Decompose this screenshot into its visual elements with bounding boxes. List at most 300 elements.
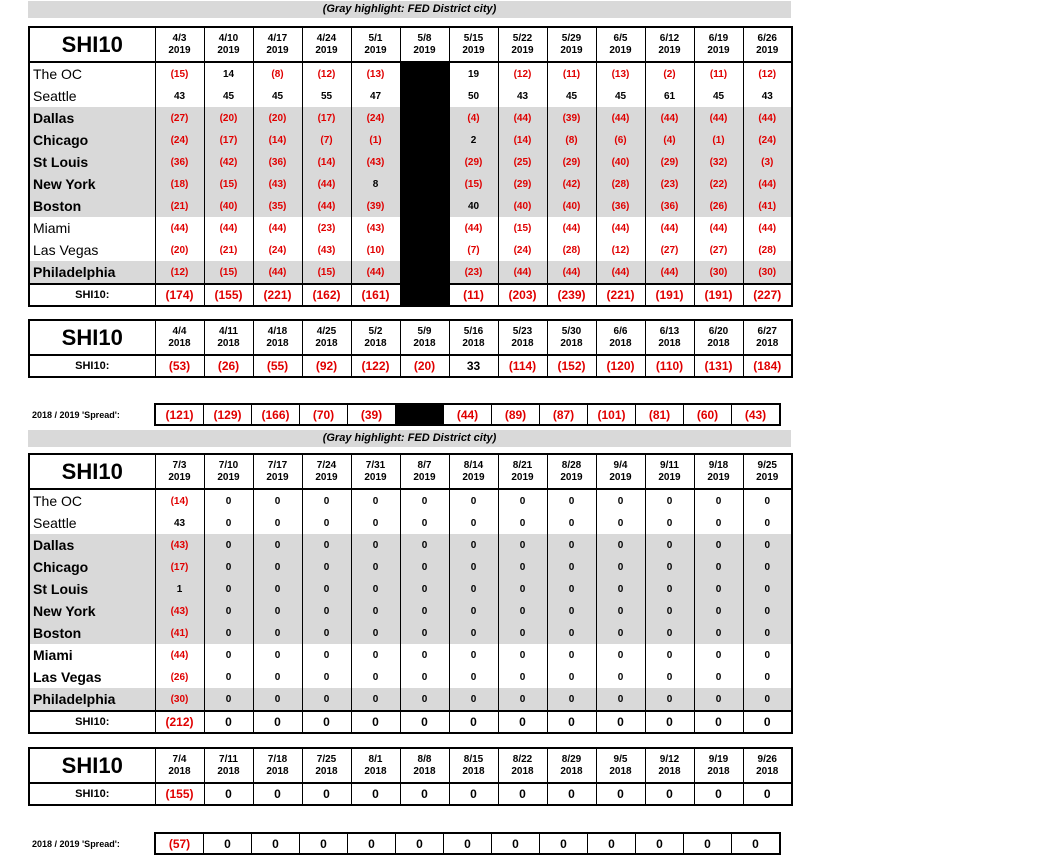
city-value: (11) bbox=[547, 62, 596, 85]
year-label: 2018 bbox=[364, 337, 387, 349]
city-value: 0 bbox=[645, 666, 694, 688]
year-label: 2018 bbox=[266, 337, 289, 349]
city-value: (12) bbox=[302, 62, 351, 85]
date-header bbox=[155, 320, 204, 355]
year-label: 2018 bbox=[315, 337, 338, 349]
table-row bbox=[29, 578, 792, 600]
city-value: (43) bbox=[253, 173, 302, 195]
date-label: 4/10 bbox=[218, 32, 239, 44]
city-value: 0 bbox=[498, 578, 547, 600]
spread-value: 0 bbox=[588, 833, 636, 854]
table-row bbox=[29, 556, 792, 578]
city-value: (44) bbox=[645, 217, 694, 239]
year-label: 2018 bbox=[560, 765, 583, 777]
city-name: St Louis bbox=[29, 151, 155, 173]
city-value: 0 bbox=[694, 600, 743, 622]
city-value: (44) bbox=[596, 217, 645, 239]
date-header bbox=[302, 748, 351, 783]
city-value: 0 bbox=[204, 556, 253, 578]
city-value: (43) bbox=[155, 534, 204, 556]
city-value: (35) bbox=[253, 195, 302, 217]
date-label: 8/22 bbox=[512, 753, 533, 765]
city-value bbox=[400, 239, 449, 261]
city-value: 0 bbox=[400, 666, 449, 688]
city-value: 0 bbox=[547, 512, 596, 534]
city-value: 0 bbox=[498, 534, 547, 556]
city-value bbox=[400, 261, 449, 284]
total-value: 0 bbox=[596, 783, 645, 805]
city-value: 0 bbox=[351, 512, 400, 534]
total-value: 0 bbox=[547, 711, 596, 733]
year-label: 2019 bbox=[511, 44, 534, 56]
date-label: 9/12 bbox=[659, 753, 680, 765]
city-name: The OC bbox=[29, 62, 155, 85]
date-header bbox=[449, 27, 498, 62]
city-value bbox=[400, 62, 449, 85]
city-value: 0 bbox=[547, 556, 596, 578]
city-value: 55 bbox=[302, 85, 351, 107]
city-value: (36) bbox=[645, 195, 694, 217]
city-value: (44) bbox=[155, 644, 204, 666]
total-value: 0 bbox=[498, 711, 547, 733]
city-value: 0 bbox=[743, 489, 792, 512]
date-header bbox=[743, 748, 792, 783]
city-value: 0 bbox=[204, 666, 253, 688]
date-label: 6/6 bbox=[613, 325, 628, 337]
city-value: 43 bbox=[498, 85, 547, 107]
total-value: (53) bbox=[155, 355, 204, 377]
table-row bbox=[29, 261, 792, 284]
date-header bbox=[743, 320, 792, 355]
date-label: 5/2 bbox=[368, 325, 383, 337]
city-value: (4) bbox=[645, 129, 694, 151]
city-value: 0 bbox=[253, 600, 302, 622]
city-value: (44) bbox=[155, 217, 204, 239]
total-value: (110) bbox=[645, 355, 694, 377]
city-value: 0 bbox=[302, 534, 351, 556]
spread-value: 0 bbox=[252, 833, 300, 854]
city-value: 0 bbox=[694, 666, 743, 688]
total-value: (26) bbox=[204, 355, 253, 377]
city-value: (17) bbox=[155, 556, 204, 578]
date-header bbox=[596, 454, 645, 489]
city-name: Chicago bbox=[29, 129, 155, 151]
city-value: 0 bbox=[351, 688, 400, 711]
total-value: 0 bbox=[645, 711, 694, 733]
total-value: 0 bbox=[253, 711, 302, 733]
table-row bbox=[29, 489, 792, 512]
city-value: 0 bbox=[547, 534, 596, 556]
table-row bbox=[29, 534, 792, 556]
table-row bbox=[29, 239, 792, 261]
date-header bbox=[204, 454, 253, 489]
city-name: Las Vegas bbox=[29, 666, 155, 688]
total-row bbox=[29, 783, 792, 805]
date-label: 5/9 bbox=[417, 325, 432, 337]
city-value: 0 bbox=[400, 489, 449, 512]
date-label: 6/26 bbox=[757, 32, 777, 44]
city-value: 0 bbox=[645, 534, 694, 556]
year-label: 2019 bbox=[462, 471, 485, 483]
city-name: Miami bbox=[29, 644, 155, 666]
city-value: (23) bbox=[302, 217, 351, 239]
date-header bbox=[449, 748, 498, 783]
total-value: (152) bbox=[547, 355, 596, 377]
city-value: 0 bbox=[302, 489, 351, 512]
city-value: 0 bbox=[498, 600, 547, 622]
city-value: (3) bbox=[743, 151, 792, 173]
date-label: 5/30 bbox=[561, 325, 582, 337]
city-value: 0 bbox=[596, 556, 645, 578]
city-value: 0 bbox=[449, 512, 498, 534]
city-value: 0 bbox=[351, 556, 400, 578]
total-value: (239) bbox=[547, 284, 596, 306]
city-value: 43 bbox=[743, 85, 792, 107]
city-value: (20) bbox=[253, 107, 302, 129]
city-value: 0 bbox=[449, 578, 498, 600]
spread-value: 0 bbox=[636, 833, 684, 854]
date-header bbox=[498, 454, 547, 489]
spread-value: (43) bbox=[732, 404, 781, 425]
table-row bbox=[29, 622, 792, 644]
city-value: (44) bbox=[498, 261, 547, 284]
city-value: 0 bbox=[694, 534, 743, 556]
table-title: SHI10 bbox=[29, 454, 155, 489]
date-label: 4/17 bbox=[267, 32, 288, 44]
spread-value: (39) bbox=[348, 404, 396, 425]
date-label: 5/15 bbox=[463, 32, 484, 44]
city-value: (15) bbox=[204, 261, 253, 284]
city-value: (30) bbox=[694, 261, 743, 284]
city-value: 45 bbox=[253, 85, 302, 107]
city-value: (15) bbox=[498, 217, 547, 239]
city-value: (23) bbox=[449, 261, 498, 284]
city-value: (44) bbox=[743, 217, 792, 239]
city-value: 0 bbox=[449, 556, 498, 578]
table-row bbox=[29, 62, 792, 85]
city-value: 0 bbox=[743, 512, 792, 534]
year-label: 2018 bbox=[560, 337, 583, 349]
city-value: (7) bbox=[302, 129, 351, 151]
date-header bbox=[694, 320, 743, 355]
total-value: 0 bbox=[498, 783, 547, 805]
date-header bbox=[302, 454, 351, 489]
city-value: (1) bbox=[694, 129, 743, 151]
total-label: SHI10: bbox=[29, 355, 155, 377]
city-value: (41) bbox=[743, 195, 792, 217]
total-value: (162) bbox=[302, 284, 351, 306]
city-value: 0 bbox=[204, 600, 253, 622]
date-label: 7/17 bbox=[267, 459, 288, 471]
city-value: 0 bbox=[302, 578, 351, 600]
city-name: Seattle bbox=[29, 85, 155, 107]
city-value: (44) bbox=[351, 261, 400, 284]
city-value: 0 bbox=[694, 556, 743, 578]
spread-value: (70) bbox=[300, 404, 348, 425]
city-value: 0 bbox=[694, 578, 743, 600]
year-label: 2019 bbox=[413, 471, 436, 483]
total-value bbox=[400, 284, 449, 306]
date-header bbox=[694, 27, 743, 62]
date-label: 4/25 bbox=[316, 325, 337, 337]
city-value bbox=[400, 85, 449, 107]
date-header bbox=[204, 27, 253, 62]
total-value: (120) bbox=[596, 355, 645, 377]
year-label: 2019 bbox=[315, 471, 338, 483]
table-row bbox=[29, 600, 792, 622]
city-name: Miami bbox=[29, 217, 155, 239]
city-value: 0 bbox=[302, 688, 351, 711]
city-value: 40 bbox=[449, 195, 498, 217]
city-value: (43) bbox=[351, 217, 400, 239]
city-value: (44) bbox=[694, 217, 743, 239]
date-header bbox=[743, 454, 792, 489]
city-value: (36) bbox=[155, 151, 204, 173]
city-value: 0 bbox=[547, 578, 596, 600]
year-label: 2019 bbox=[168, 471, 191, 483]
city-value: 0 bbox=[253, 489, 302, 512]
city-value: 0 bbox=[204, 578, 253, 600]
city-value: 0 bbox=[253, 644, 302, 666]
date-header bbox=[645, 320, 694, 355]
year-label: 2019 bbox=[658, 44, 681, 56]
city-value: (44) bbox=[694, 107, 743, 129]
city-value: (25) bbox=[498, 151, 547, 173]
city-value: (15) bbox=[449, 173, 498, 195]
spread-row bbox=[155, 404, 780, 425]
total-value: (227) bbox=[743, 284, 792, 306]
city-value: 0 bbox=[596, 644, 645, 666]
year-label: 2018 bbox=[462, 765, 485, 777]
date-label: 8/21 bbox=[512, 459, 533, 471]
city-value: (17) bbox=[204, 129, 253, 151]
city-value: 0 bbox=[645, 578, 694, 600]
year-label: 2018 bbox=[364, 765, 387, 777]
city-value: (44) bbox=[596, 261, 645, 284]
spread-value: (89) bbox=[492, 404, 540, 425]
city-value: 0 bbox=[449, 644, 498, 666]
city-value: (6) bbox=[596, 129, 645, 151]
table-row bbox=[29, 173, 792, 195]
city-value: 0 bbox=[498, 622, 547, 644]
city-value: 0 bbox=[547, 622, 596, 644]
city-value: (11) bbox=[694, 62, 743, 85]
city-value: (12) bbox=[596, 239, 645, 261]
city-value: 0 bbox=[596, 534, 645, 556]
city-value: 0 bbox=[253, 556, 302, 578]
spread-value: 0 bbox=[684, 833, 732, 854]
city-value: (40) bbox=[204, 195, 253, 217]
city-value: 61 bbox=[645, 85, 694, 107]
total-value: (155) bbox=[204, 284, 253, 306]
date-header bbox=[400, 454, 449, 489]
city-value: (14) bbox=[498, 129, 547, 151]
city-value: 0 bbox=[302, 556, 351, 578]
city-value: 0 bbox=[547, 600, 596, 622]
city-value: 0 bbox=[694, 512, 743, 534]
total-row bbox=[29, 711, 792, 733]
city-value: 0 bbox=[302, 666, 351, 688]
city-value: 0 bbox=[449, 489, 498, 512]
date-label: 8/7 bbox=[417, 459, 432, 471]
year-label: 2018 bbox=[511, 337, 534, 349]
city-value: (24) bbox=[743, 129, 792, 151]
year-label: 2018 bbox=[413, 765, 436, 777]
city-value: 2 bbox=[449, 129, 498, 151]
city-value: (40) bbox=[547, 195, 596, 217]
table-row bbox=[29, 107, 792, 129]
city-value bbox=[400, 129, 449, 151]
city-value: 0 bbox=[204, 622, 253, 644]
date-header bbox=[155, 748, 204, 783]
city-value: (20) bbox=[155, 239, 204, 261]
total-value: 0 bbox=[694, 711, 743, 733]
city-value: 0 bbox=[351, 666, 400, 688]
city-value: 14 bbox=[204, 62, 253, 85]
total-value: 0 bbox=[302, 711, 351, 733]
year-label: 2019 bbox=[658, 471, 681, 483]
city-name: New York bbox=[29, 173, 155, 195]
year-label: 2019 bbox=[364, 44, 387, 56]
date-label: 9/26 bbox=[757, 753, 777, 765]
city-value: (42) bbox=[547, 173, 596, 195]
city-name: New York bbox=[29, 600, 155, 622]
table-row bbox=[29, 151, 792, 173]
city-value: 0 bbox=[743, 666, 792, 688]
city-value: 0 bbox=[302, 644, 351, 666]
city-value: (12) bbox=[743, 62, 792, 85]
city-value: 0 bbox=[449, 600, 498, 622]
total-value: 0 bbox=[253, 783, 302, 805]
total-value: 0 bbox=[204, 711, 253, 733]
date-label: 8/28 bbox=[561, 459, 582, 471]
city-value: 0 bbox=[743, 644, 792, 666]
city-name: Philadelphia bbox=[29, 688, 155, 711]
date-header bbox=[547, 27, 596, 62]
date-header bbox=[498, 748, 547, 783]
date-label: 6/19 bbox=[708, 32, 729, 44]
date-label: 8/1 bbox=[368, 753, 383, 765]
date-label: 7/31 bbox=[365, 459, 386, 471]
date-label: 8/8 bbox=[417, 753, 432, 765]
date-header bbox=[596, 748, 645, 783]
date-label: 7/10 bbox=[218, 459, 239, 471]
city-value: (44) bbox=[645, 107, 694, 129]
spread-value: 0 bbox=[492, 833, 540, 854]
city-value: (29) bbox=[547, 151, 596, 173]
date-label: 4/11 bbox=[219, 325, 238, 337]
total-value: (20) bbox=[400, 355, 449, 377]
city-value bbox=[400, 173, 449, 195]
total-value: (161) bbox=[351, 284, 400, 306]
spread-value: 0 bbox=[444, 833, 492, 854]
date-header bbox=[351, 454, 400, 489]
total-value: (191) bbox=[694, 284, 743, 306]
year-label: 2019 bbox=[756, 471, 779, 483]
city-value: 0 bbox=[351, 622, 400, 644]
city-value: 0 bbox=[596, 666, 645, 688]
spread-value: (121) bbox=[155, 404, 204, 425]
total-value: (221) bbox=[596, 284, 645, 306]
city-value: 0 bbox=[253, 534, 302, 556]
city-value: 19 bbox=[449, 62, 498, 85]
city-value: (44) bbox=[596, 107, 645, 129]
date-header bbox=[302, 320, 351, 355]
date-header bbox=[351, 27, 400, 62]
year-label: 2018 bbox=[511, 765, 534, 777]
city-value: (22) bbox=[694, 173, 743, 195]
city-value: (27) bbox=[645, 239, 694, 261]
city-value: (39) bbox=[351, 195, 400, 217]
city-name: Boston bbox=[29, 195, 155, 217]
city-value: 0 bbox=[204, 534, 253, 556]
city-value: (44) bbox=[743, 173, 792, 195]
city-value: 0 bbox=[204, 489, 253, 512]
city-value bbox=[400, 107, 449, 129]
city-value: 0 bbox=[498, 666, 547, 688]
city-value: (2) bbox=[645, 62, 694, 85]
city-value: (44) bbox=[302, 173, 351, 195]
spread-value: (60) bbox=[684, 404, 732, 425]
date-header bbox=[253, 454, 302, 489]
date-header bbox=[253, 27, 302, 62]
city-value: 0 bbox=[449, 666, 498, 688]
city-value: 0 bbox=[645, 600, 694, 622]
date-header bbox=[645, 748, 694, 783]
year-label: 2018 bbox=[609, 337, 632, 349]
table-row bbox=[29, 129, 792, 151]
date-label: 7/11 bbox=[219, 753, 238, 765]
city-value: (44) bbox=[204, 217, 253, 239]
year-label: 2018 bbox=[413, 337, 436, 349]
spread-value: 0 bbox=[204, 833, 252, 854]
district-note-band: (Gray highlight: FED District city) bbox=[28, 1, 791, 18]
city-value: 0 bbox=[694, 688, 743, 711]
city-value: (44) bbox=[449, 217, 498, 239]
year-label: 2018 bbox=[707, 765, 730, 777]
city-value: (17) bbox=[302, 107, 351, 129]
date-header bbox=[204, 748, 253, 783]
city-value: (29) bbox=[498, 173, 547, 195]
city-value: (13) bbox=[596, 62, 645, 85]
spread-label: 2018 / 2019 'Spread': bbox=[32, 839, 120, 849]
city-value: 0 bbox=[645, 622, 694, 644]
total-value: (131) bbox=[694, 355, 743, 377]
date-header bbox=[449, 454, 498, 489]
city-value: (8) bbox=[547, 129, 596, 151]
date-label: 5/1 bbox=[368, 32, 383, 44]
total-value: 0 bbox=[449, 711, 498, 733]
city-value: 0 bbox=[400, 622, 449, 644]
date-header bbox=[400, 27, 449, 62]
city-value: 1 bbox=[155, 578, 204, 600]
city-value: (36) bbox=[253, 151, 302, 173]
table-row bbox=[29, 217, 792, 239]
city-value: 0 bbox=[400, 688, 449, 711]
city-value: 0 bbox=[596, 489, 645, 512]
year-label: 2018 bbox=[217, 765, 240, 777]
total-value: (203) bbox=[498, 284, 547, 306]
city-value: 0 bbox=[400, 534, 449, 556]
city-value: 43 bbox=[155, 85, 204, 107]
city-value: (36) bbox=[596, 195, 645, 217]
year-label: 2018 bbox=[266, 765, 289, 777]
date-label: 4/24 bbox=[316, 32, 337, 44]
date-label: 5/23 bbox=[512, 325, 533, 337]
date-label: 6/20 bbox=[708, 325, 729, 337]
year-label: 2019 bbox=[364, 471, 387, 483]
city-value: (44) bbox=[547, 261, 596, 284]
